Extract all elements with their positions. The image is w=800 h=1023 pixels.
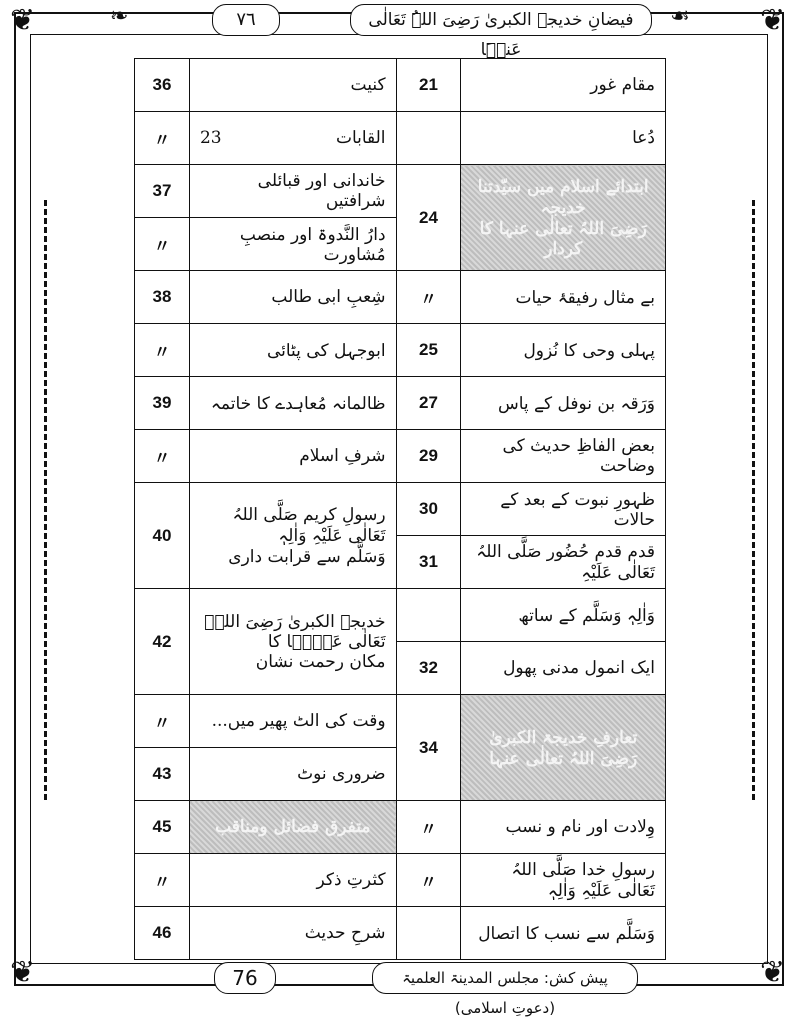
toc-entry-page: 36 [135, 59, 190, 112]
toc-entry-page: 24 [396, 165, 461, 271]
corner-ornament-bottom-left: ❦ [10, 955, 36, 990]
toc-entry-title: شرحِ حدیث [189, 907, 396, 960]
right-dashed-border [752, 200, 755, 800]
toc-entry-page: 39 [135, 377, 190, 430]
toc-entry-page: 21 [396, 59, 461, 112]
toc-entry-title: خدیجۃ الکبریٰ رَضِیَ اللہُ تَعَالٰی عَنۡہَا کا مکان رحمت نشان [189, 589, 396, 695]
toc-entry-title: ضروری نوٹ [189, 748, 396, 801]
toc-entry-title: دُعا [461, 112, 666, 165]
toc-entry-title: وَسَلَّم سے نسب کا اتصال [461, 907, 666, 960]
table-row [135, 271, 666, 324]
toc-entry-title: ایک انمول مدنی پھول [461, 642, 666, 695]
table-row [135, 430, 666, 483]
toc-entry-page: 29 [396, 430, 461, 483]
table-row [135, 695, 666, 748]
ditto-mark: 〃 [135, 854, 190, 907]
left-dashed-border [44, 200, 47, 800]
ditto-mark: 〃 [135, 430, 190, 483]
corner-ornament-bottom-right: ❦ [760, 955, 786, 990]
toc-entry-title-shaded: تعارفِ خدیجۃ الکبریٰ رَضِیَ اللہُ تعالٰی عنہا [461, 695, 666, 801]
ditto-mark: 〃 [396, 801, 461, 854]
toc-entry-page: 46 [135, 907, 190, 960]
table-of-contents [134, 58, 666, 960]
header-page-number: ٧٦ [212, 4, 280, 36]
toc-entry-page [396, 589, 461, 642]
toc-entry-title: ابوجہل کی پٹائی [189, 324, 396, 377]
table-row [135, 165, 666, 218]
header-ornament-left: ❧ [110, 4, 129, 29]
toc-entry-title: شِعبِ ابی طالب [189, 271, 396, 324]
table-row [135, 907, 666, 960]
toc-entry-title: رسولِ کریم صَلَّی اللہُ تَعَالٰی عَلَیْہِ وَاٰلِہٖ وَسَلَّم سے قرابت داری [189, 483, 396, 589]
toc-entry-title: وَرَقہ بن نوفل کے پاس [461, 377, 666, 430]
toc-entry-title: کثرتِ ذکر [189, 854, 396, 907]
toc-entry-title: پہلی وحی کا نُزول [461, 324, 666, 377]
table-row [135, 483, 666, 536]
toc-entry-title: وَاٰلِہٖ وَسَلَّم کے ساتھ [461, 589, 666, 642]
toc-entry-page [396, 112, 461, 165]
table-row [135, 801, 666, 854]
toc-entry-title: شرفِ اسلام [189, 430, 396, 483]
table-row [135, 112, 666, 165]
corner-ornament-top-right: ❦ [760, 3, 786, 38]
toc-entry-title: ظہورِ نبوت کے بعد کے حالات [461, 483, 666, 536]
ditto-mark: 〃 [396, 271, 461, 324]
ditto-mark: 〃 [135, 112, 190, 165]
toc-entry-title: بے مثال رفیقۂ حیات [461, 271, 666, 324]
ditto-mark: 〃 [135, 218, 190, 271]
toc-entry-title: دارُ النَّدوۃ اور منصبِ مُشاورت [189, 218, 396, 271]
ditto-mark: 〃 [135, 695, 190, 748]
header-ornament-right: ☙ [670, 4, 690, 29]
toc-entry-title-shaded: ابتدائے اسلام میں سیّدتنا خدیجہ رَضِیَ اللہُ تعالٰی عنہا کا کردار [461, 165, 666, 271]
toc-entry-page: 27 [396, 377, 461, 430]
toc-entry-title: وقت کی الٹ پھیر میں... [189, 695, 396, 748]
toc-entry-title: ظالمانہ مُعاہدے کا خاتمہ [189, 377, 396, 430]
toc-entry-title: کنیت [189, 59, 396, 112]
ditto-mark: 〃 [396, 854, 461, 907]
table-row [135, 589, 666, 642]
toc-entry-page: 31 [396, 536, 461, 589]
ditto-mark: 〃 [135, 324, 190, 377]
toc-entry-page [396, 907, 461, 960]
header-book-title: فیضانِ خدیجۃ الکبریٰ رَضِیَ اللہُ تَعَالٰی عَنۡہَا [350, 4, 652, 36]
toc-entry-page: 25 [396, 324, 461, 377]
toc-entry-title: مقام غور [461, 59, 666, 112]
toc-entry-title: بعض الفاظِ حدیث کی وضاحت [461, 430, 666, 483]
table-row [135, 59, 666, 112]
table-row [135, 324, 666, 377]
toc-entry-page: 42 [135, 589, 190, 695]
toc-entry-title: وِلادت اور نام و نسب [461, 801, 666, 854]
toc-entry-title: قدم قدم حُضُور صَلَّی اللہُ تَعَالٰی عَلَیْہِ [461, 536, 666, 589]
toc-entry-title: خاندانی اور قبائلی شرافتیں [189, 165, 396, 218]
toc-entry-page: 30 [396, 483, 461, 536]
corner-ornament-top-left: ❦ [10, 3, 36, 38]
table-row [135, 377, 666, 430]
toc-entry-page: 45 [135, 801, 190, 854]
footer-publisher: پیش کش: مجلس المدینۃ العلمیۃ (دعوتِ اسلامی) [372, 962, 638, 994]
toc-entry-title: القابات 23 [189, 112, 396, 165]
toc-entry-page: 37 [135, 165, 190, 218]
table-row [135, 854, 666, 907]
toc-entry-page: 43 [135, 748, 190, 801]
toc-entry-page: 34 [396, 695, 461, 801]
toc-entry-page: 32 [396, 642, 461, 695]
toc-entry-page: 40 [135, 483, 190, 589]
toc-entry-title: رسولِ خدا صَلَّی اللہُ تَعَالٰی عَلَیْہِ وَاٰلِہٖ [461, 854, 666, 907]
footer-page-number: 76 [214, 962, 276, 994]
toc-entry-page: 38 [135, 271, 190, 324]
toc-entry-title-shaded: متفرق فضائل ومناقب [189, 801, 396, 854]
